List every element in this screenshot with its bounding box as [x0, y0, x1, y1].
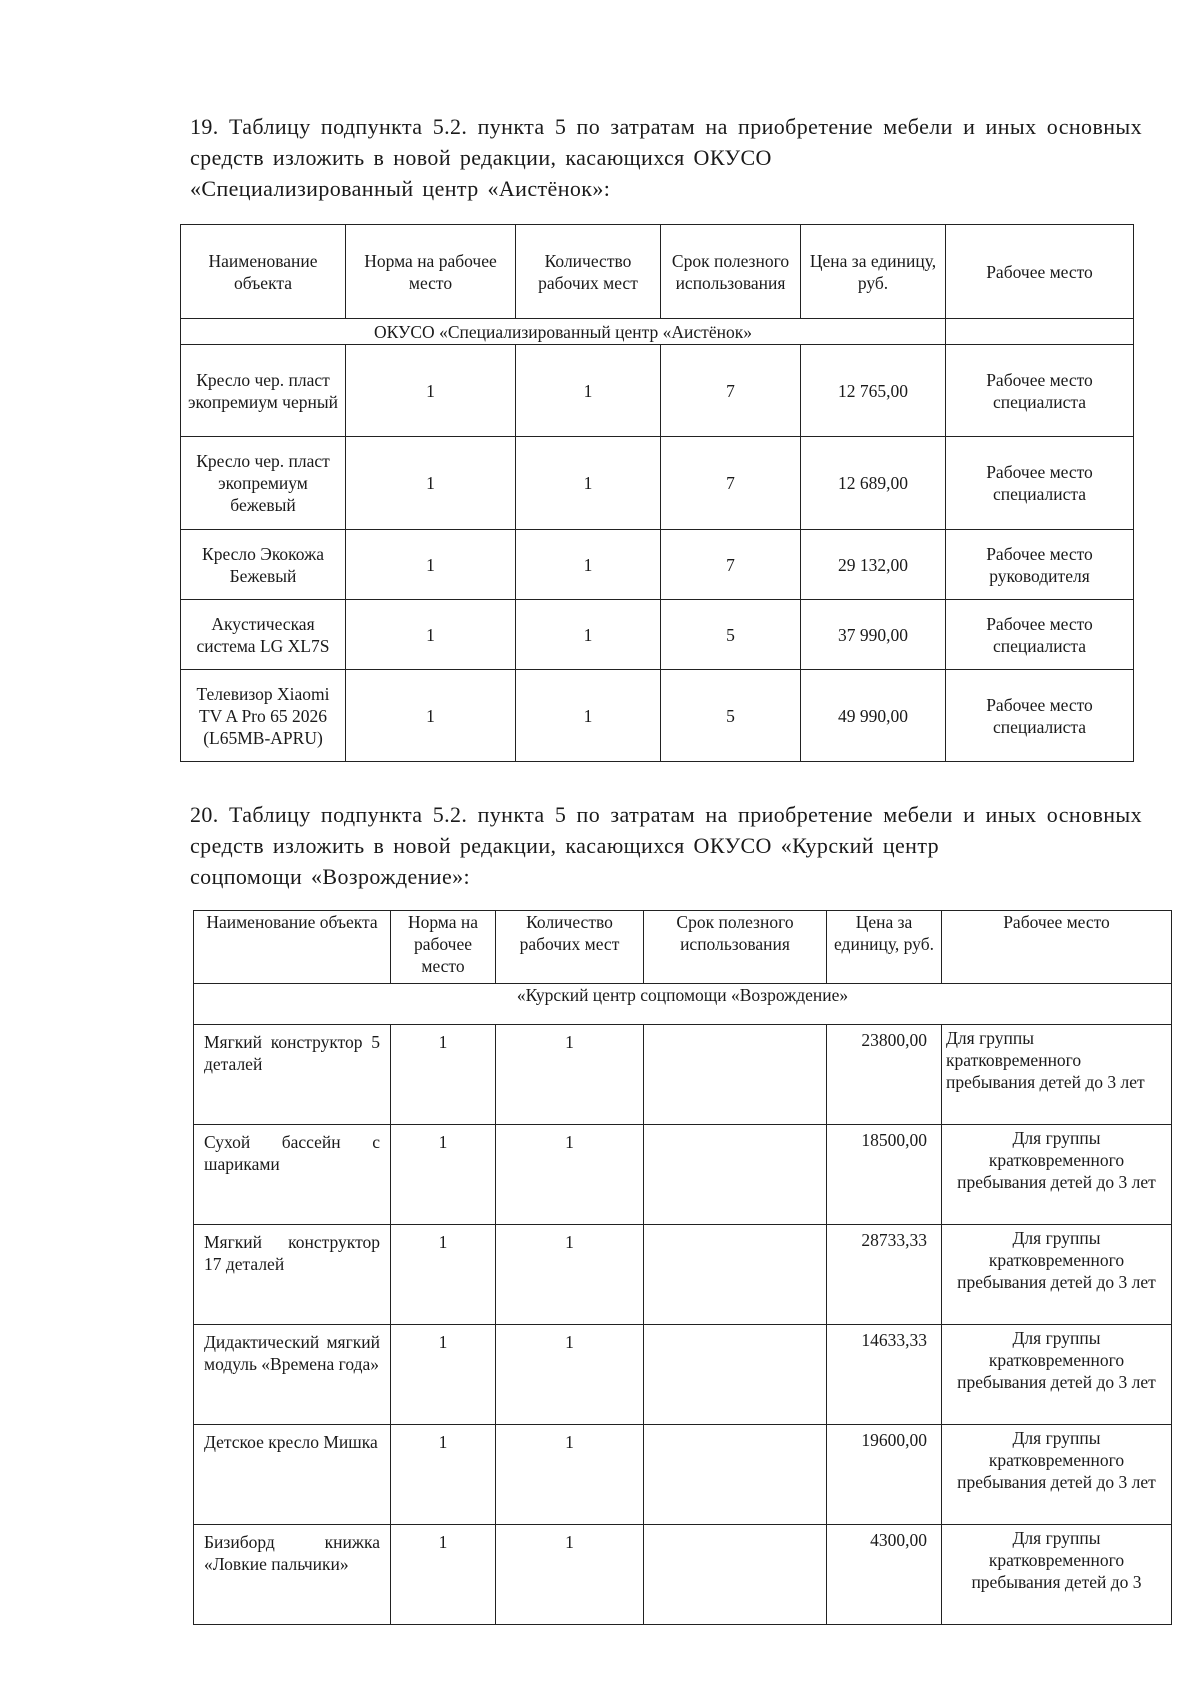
item-workplace: Рабочее место специалиста	[946, 670, 1134, 762]
item-count: 1	[496, 1425, 644, 1525]
item-name: Мягкий конструктор 5 деталей	[194, 1025, 391, 1125]
item-term	[644, 1025, 827, 1125]
item-count: 1	[496, 1525, 644, 1625]
item-count: 1	[496, 1325, 644, 1425]
item-norm: 1	[346, 670, 516, 762]
item-name: Акустическая система LG XL7S	[181, 600, 346, 670]
item-price: 18500,00	[827, 1125, 942, 1225]
item-workplace: Рабочее место руководителя	[946, 530, 1134, 600]
item-count: 1	[516, 670, 661, 762]
table-row	[181, 345, 1134, 437]
column-header: Норма на рабочее место	[391, 911, 496, 984]
column-header: Норма на рабочее место	[346, 225, 516, 319]
item-workplace: Для группы кратковременного пребывания детей до 3	[942, 1525, 1172, 1625]
table-row	[194, 1525, 1172, 1625]
item-term	[644, 1325, 827, 1425]
item-price: 4300,00	[827, 1525, 942, 1625]
item-price: 19600,00	[827, 1425, 942, 1525]
item-norm: 1	[346, 530, 516, 600]
item-term	[644, 1525, 827, 1625]
group-title: «Курский центр соцпомощи «Возрождение»	[194, 984, 1172, 1025]
section-20-text-end: соцпомощи «Возрождение»:	[190, 864, 471, 889]
item-norm: 1	[391, 1225, 496, 1325]
section-19-text: 19. Таблицу подпункта 5.2. пункта 5 по затратам на приобретение мебели и иных основных средств изложить в новой редакции, касающихся ОКУСО	[190, 114, 1142, 170]
item-term: 7	[661, 345, 801, 437]
column-header: Срок полезного использования	[644, 911, 827, 984]
item-term	[644, 1425, 827, 1525]
item-norm: 1	[391, 1525, 496, 1625]
item-norm: 1	[391, 1325, 496, 1425]
table-row	[181, 530, 1134, 600]
column-header: Рабочее место	[946, 225, 1134, 319]
item-term: 7	[661, 530, 801, 600]
item-term: 5	[661, 600, 801, 670]
item-name: Дидактический мягкий модуль «Времена года»	[194, 1325, 391, 1425]
section-19-paragraph	[190, 111, 1142, 204]
item-norm: 1	[346, 600, 516, 670]
table-row	[181, 670, 1134, 762]
item-price: 28733,33	[827, 1225, 942, 1325]
table-row	[181, 437, 1134, 530]
item-count: 1	[516, 530, 661, 600]
item-count: 1	[516, 345, 661, 437]
item-workplace: Рабочее место специалиста	[946, 345, 1134, 437]
table-group-row	[181, 319, 1134, 345]
item-name: Кресло Экокожа Бежевый	[181, 530, 346, 600]
item-name: Телевизор Xiaomi TV A Pro 65 2026 (L65MB-APRU)	[181, 670, 346, 762]
column-header: Срок полезного использования	[661, 225, 801, 319]
table-header-row	[194, 911, 1172, 984]
item-norm: 1	[346, 345, 516, 437]
item-workplace: Для группы кратковременного пребывания детей до 3 лет	[942, 1325, 1172, 1425]
column-header: Наименование объекта	[181, 225, 346, 319]
table-row	[194, 1425, 1172, 1525]
column-header: Цена за единицу, руб.	[801, 225, 946, 319]
item-count: 1	[496, 1125, 644, 1225]
column-header: Наименование объекта	[194, 911, 391, 984]
item-price: 12 765,00	[801, 345, 946, 437]
table-header-row	[181, 225, 1134, 319]
item-name: Бизиборд книжка «Ловкие пальчики»	[194, 1525, 391, 1625]
item-price: 14633,33	[827, 1325, 942, 1425]
item-price: 29 132,00	[801, 530, 946, 600]
item-workplace: Для группы кратковременного пребывания детей до 3 лет	[942, 1225, 1172, 1325]
section-19-text-end: «Специализированный центр «Аистёнок»:	[190, 176, 611, 201]
item-count: 1	[516, 600, 661, 670]
item-workplace: Для группы кратковременного пребывания детей до 3 лет	[942, 1025, 1172, 1125]
item-price: 37 990,00	[801, 600, 946, 670]
item-name: Сухой бассейн с шариками	[194, 1125, 391, 1225]
table-row	[194, 1225, 1172, 1325]
column-header: Количество рабочих мест	[496, 911, 644, 984]
item-name: Мягкий конструктор 17 деталей	[194, 1225, 391, 1325]
item-count: 1	[516, 437, 661, 530]
group-title: ОКУСО «Специализированный центр «Аистёнок»	[181, 319, 946, 345]
item-name: Кресло чер. пласт экопремиум бежевый	[181, 437, 346, 530]
item-norm: 1	[346, 437, 516, 530]
column-header: Рабочее место	[942, 911, 1172, 984]
item-term	[644, 1125, 827, 1225]
table-aistenok	[180, 224, 1134, 762]
item-price: 23800,00	[827, 1025, 942, 1125]
item-term	[644, 1225, 827, 1325]
section-20-text: 20. Таблицу подпункта 5.2. пункта 5 по затратам на приобретение мебели и иных основных средств изложить в новой редакции, касающихся ОКУСО «Курский центр	[190, 802, 1142, 858]
group-empty-cell	[946, 319, 1134, 345]
table-group-row	[194, 984, 1172, 1025]
item-term: 5	[661, 670, 801, 762]
table-row	[194, 1325, 1172, 1425]
item-workplace: Для группы кратковременного пребывания детей до 3 лет	[942, 1425, 1172, 1525]
item-norm: 1	[391, 1025, 496, 1125]
item-price: 12 689,00	[801, 437, 946, 530]
item-term: 7	[661, 437, 801, 530]
table-row	[194, 1125, 1172, 1225]
table-vozrozhdenie	[193, 910, 1172, 1625]
item-norm: 1	[391, 1425, 496, 1525]
column-header: Количество рабочих мест	[516, 225, 661, 319]
item-price: 49 990,00	[801, 670, 946, 762]
table-row	[181, 600, 1134, 670]
section-20-paragraph	[190, 799, 1142, 892]
table-row	[194, 1025, 1172, 1125]
item-name: Детское кресло Мишка	[194, 1425, 391, 1525]
item-workplace: Рабочее место специалиста	[946, 600, 1134, 670]
item-norm: 1	[391, 1125, 496, 1225]
item-workplace: Для группы кратковременного пребывания детей до 3 лет	[942, 1125, 1172, 1225]
column-header: Цена за единицу, руб.	[827, 911, 942, 984]
item-name: Кресло чер. пласт экопремиум черный	[181, 345, 346, 437]
item-workplace: Рабочее место специалиста	[946, 437, 1134, 530]
item-count: 1	[496, 1025, 644, 1125]
item-count: 1	[496, 1225, 644, 1325]
